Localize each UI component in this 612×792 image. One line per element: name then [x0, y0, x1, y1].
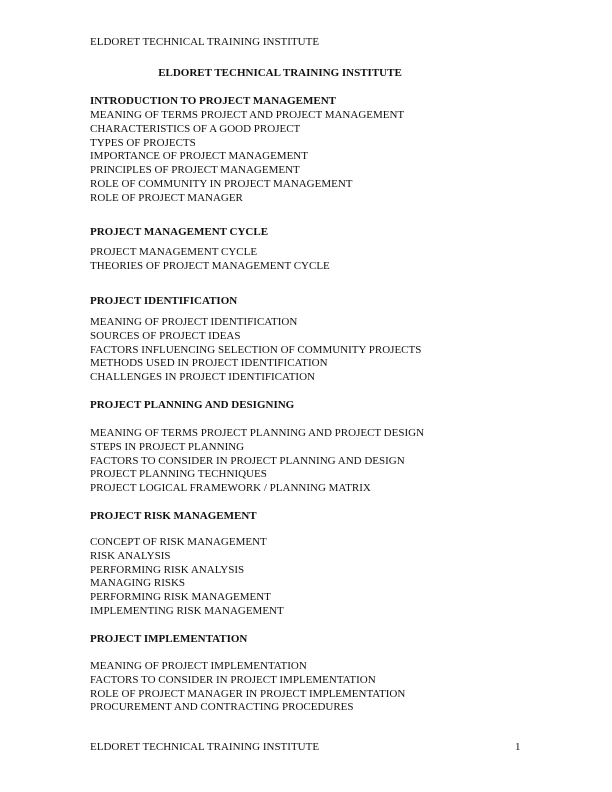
section-items — [90, 316, 421, 385]
section-heading: PROJECT RISK MANAGEMENT — [90, 510, 257, 522]
section-items — [90, 536, 284, 619]
section-heading: PROJECT PLANNING AND DESIGNING — [90, 399, 295, 411]
list-item: MEANING OF TERMS PROJECT PLANNING AND PROJECT DESIGN — [90, 427, 425, 439]
list-item: PERFORMING RISK MANAGEMENT — [90, 591, 271, 604]
list-item: IMPLEMENTING RISK MANAGEMENT — [90, 604, 284, 617]
list-item: TYPES OF PROJECTS — [90, 136, 196, 149]
list-item: STEPS IN PROJECT PLANNING — [90, 440, 245, 453]
page-number: 1 — [515, 741, 521, 753]
list-item: MANAGING RISKS — [90, 577, 186, 590]
document-title: ELDORET TECHNICAL TRAINING INSTITUTE — [158, 67, 402, 79]
list-item: RISK ANALYSIS — [90, 549, 171, 562]
list-item: FACTORS TO CONSIDER IN PROJECT IMPLEMENTATION — [90, 673, 376, 686]
list-item: PROJECT LOGICAL FRAMEWORK / PLANNING MATRIX — [90, 482, 371, 495]
list-item: SOURCES OF PROJECT IDEAS — [90, 329, 241, 342]
section-items — [90, 660, 405, 715]
section-items — [90, 246, 330, 274]
list-item: MEANING OF TERMS PROJECT AND PROJECT MANAGEMENT — [90, 109, 405, 121]
list-item: CHARACTERISTICS OF A GOOD PROJECT — [90, 122, 301, 135]
list-item: PROJECT MANAGEMENT CYCLE — [90, 246, 258, 258]
section-items — [90, 109, 404, 206]
list-item: FACTORS TO CONSIDER IN PROJECT PLANNING AND DESIGN — [90, 454, 405, 467]
list-item: CONCEPT OF RISK MANAGEMENT — [90, 536, 267, 548]
list-item: PROJECT PLANNING TECHNIQUES — [90, 468, 267, 481]
section-items — [90, 427, 424, 496]
section-heading: PROJECT MANAGEMENT CYCLE — [90, 226, 269, 238]
list-item: ROLE OF COMMUNITY IN PROJECT MANAGEMENT — [90, 177, 353, 190]
list-item: IMPORTANCE OF PROJECT MANAGEMENT — [90, 150, 308, 163]
footer-text: ELDORET TECHNICAL TRAINING INSTITUTE — [90, 741, 320, 753]
section-heading: INTRODUCTION TO PROJECT MANAGEMENT — [90, 95, 337, 107]
list-item: THEORIES OF PROJECT MANAGEMENT CYCLE — [90, 259, 330, 272]
list-item: ROLE OF PROJECT MANAGER — [90, 191, 243, 204]
section-heading: PROJECT IMPLEMENTATION — [90, 633, 248, 645]
section-heading: PROJECT IDENTIFICATION — [90, 295, 238, 307]
list-item: MEANING OF PROJECT IDENTIFICATION — [90, 316, 298, 328]
list-item: MEANING OF PROJECT IMPLEMENTATION — [90, 660, 307, 672]
list-item: ROLE OF PROJECT MANAGER IN PROJECT IMPLEMENTATION — [90, 687, 406, 700]
list-item: PROCUREMENT AND CONTRACTING PROCEDURES — [90, 701, 354, 714]
list-item: METHODS USED IN PROJECT IDENTIFICATION — [90, 357, 328, 370]
list-item: PERFORMING RISK ANALYSIS — [90, 563, 245, 576]
list-item: CHALLENGES IN PROJECT IDENTIFICATION — [90, 371, 315, 384]
running-header: ELDORET TECHNICAL TRAINING INSTITUTE — [90, 36, 320, 48]
list-item: PRINCIPLES OF PROJECT MANAGEMENT — [90, 164, 300, 177]
list-item: FACTORS INFLUENCING SELECTION OF COMMUNITY PROJECTS — [90, 343, 422, 356]
